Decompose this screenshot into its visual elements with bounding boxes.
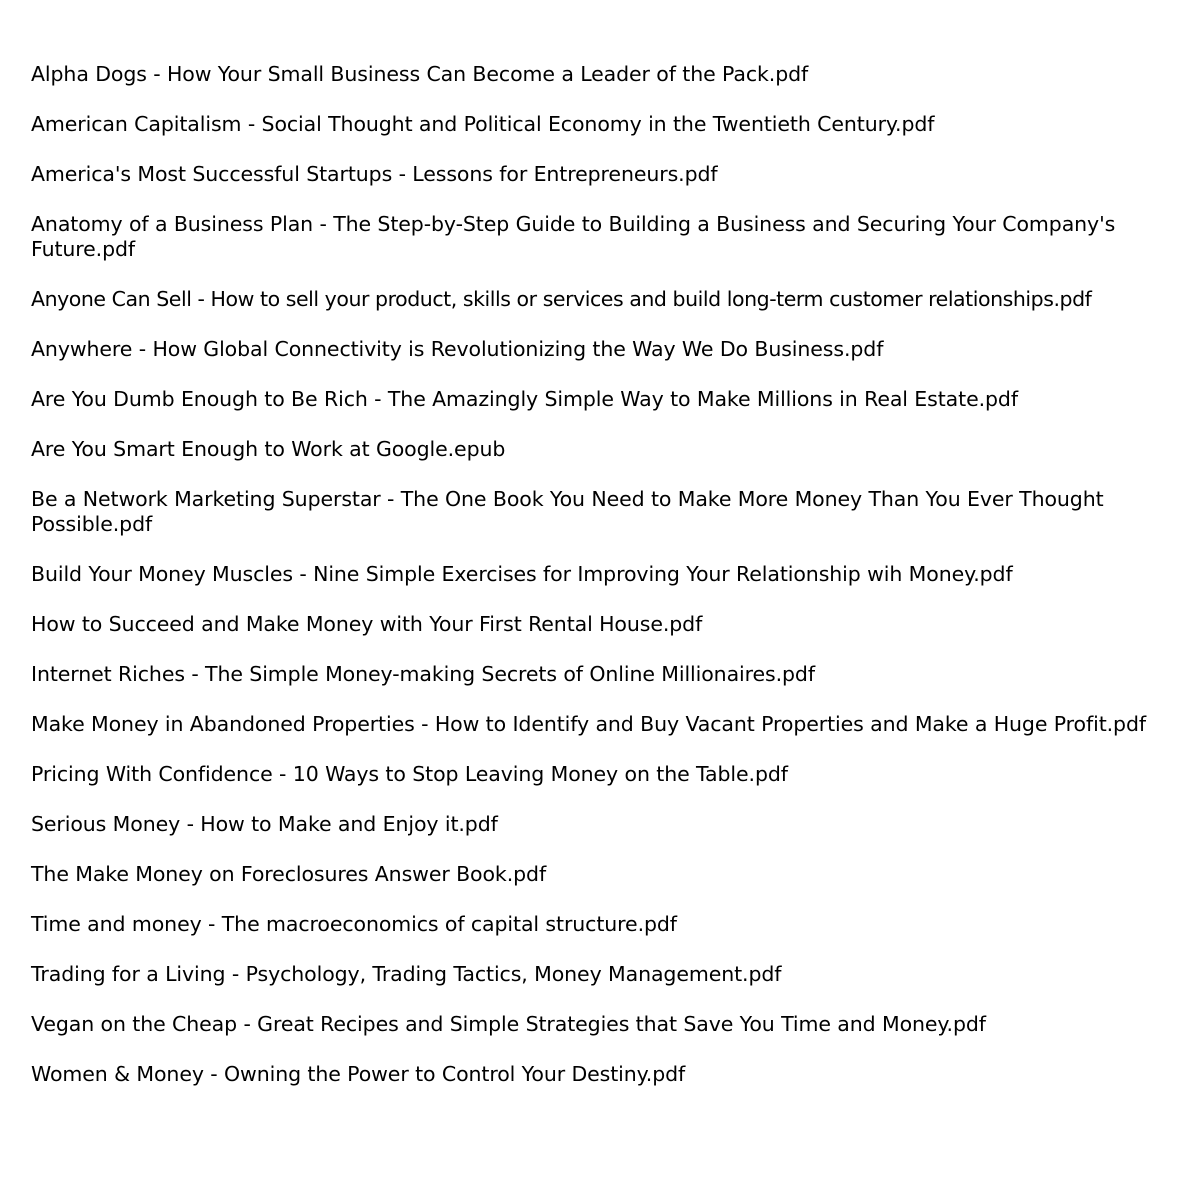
file-name: Time and money - The macroeconomics of capital structure.pdf: [31, 912, 677, 936]
file-name: Anatomy of a Business Plan - The Step-by-Step Guide to Building a Business and Securing Your Company's Future.pdf: [31, 212, 1116, 261]
file-name: America's Most Successful Startups - Lessons for Entrepreneurs.pdf: [31, 162, 718, 186]
file-name: Are You Dumb Enough to Be Rich - The Amazingly Simple Way to Make Millions in Real Estate.pdf: [31, 387, 1018, 411]
file-list: [31, 62, 1171, 1112]
file-name: Serious Money - How to Make and Enjoy it.pdf: [31, 812, 498, 836]
file-name: Pricing With Confidence - 10 Ways to Stop Leaving Money on the Table.pdf: [31, 762, 788, 786]
file-name: Trading for a Living - Psychology, Trading Tactics, Money Management.pdf: [31, 962, 782, 986]
file-name: Anywhere - How Global Connectivity is Revolutionizing the Way We Do Business.pdf: [31, 337, 884, 361]
file-name: Make Money in Abandoned Properties - How to Identify and Buy Vacant Properties and Make a Huge Profit.pdf: [31, 712, 1146, 736]
file-name: Vegan on the Cheap - Great Recipes and Simple Strategies that Save You Time and Money.pdf: [31, 1012, 986, 1036]
file-name: How to Succeed and Make Money with Your First Rental House.pdf: [31, 612, 703, 636]
file-name: Be a Network Marketing Superstar - The One Book You Need to Make More Money Than You Ever Thought Possible.pdf: [31, 487, 1104, 536]
file-name: Alpha Dogs - How Your Small Business Can Become a Leader of the Pack.pdf: [31, 62, 809, 86]
file-name: Build Your Money Muscles - Nine Simple Exercises for Improving Your Relationship wih Money.pdf: [31, 562, 1013, 586]
file-name: Women & Money - Owning the Power to Control Your Destiny.pdf: [31, 1062, 686, 1086]
file-name: American Capitalism - Social Thought and Political Economy in the Twentieth Century.pdf: [31, 112, 935, 136]
file-name: Anyone Can Sell - How to sell your product, skills or services and build long-term customer relationships.pdf: [31, 287, 1092, 311]
file-name: Internet Riches - The Simple Money-making Secrets of Online Millionaires.pdf: [31, 662, 815, 686]
file-name: The Make Money on Foreclosures Answer Book.pdf: [31, 862, 547, 886]
file-name: Are You Smart Enough to Work at Google.epub: [31, 437, 506, 461]
